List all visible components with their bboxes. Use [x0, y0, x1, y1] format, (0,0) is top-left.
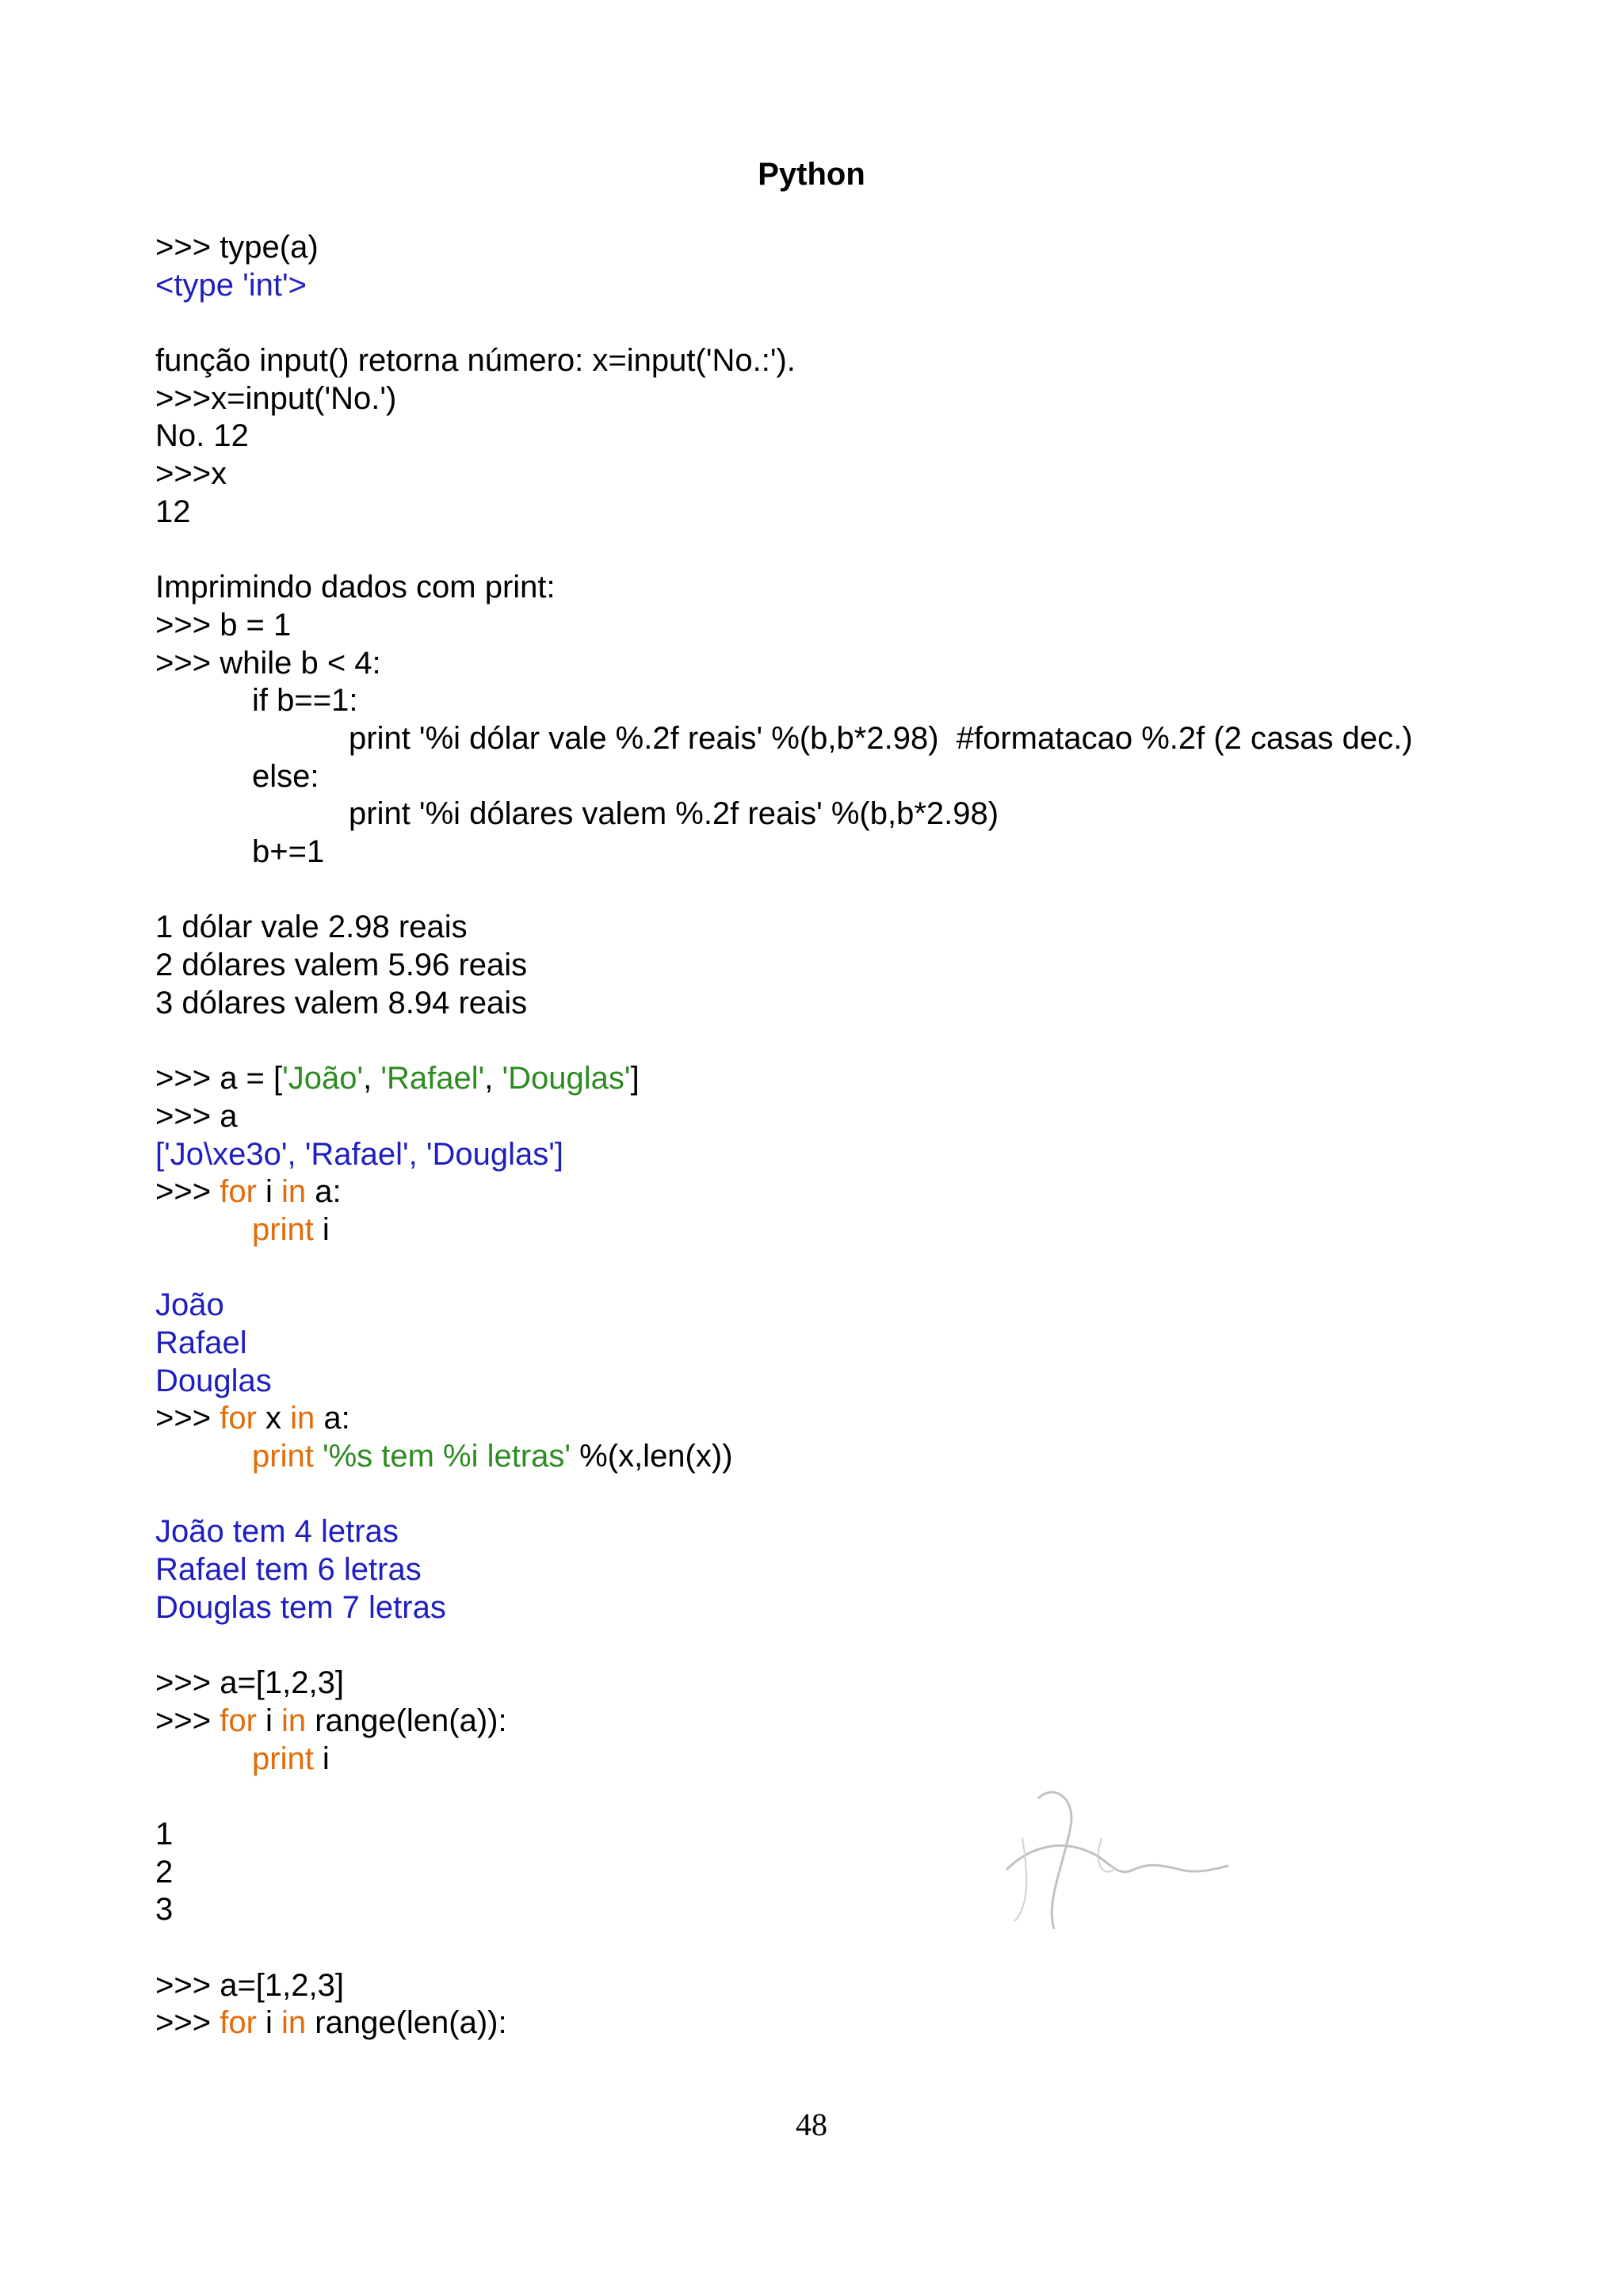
- code-line: print '%i dólar vale %.2f reais' %(b,b*2.98) #formatacao %.2f (2 casas dec.): [349, 720, 1413, 756]
- code-text: ,: [363, 1061, 381, 1097]
- code-line: >>> a=[1,2,3]: [155, 1967, 344, 2003]
- code-text: ]: [630, 1061, 640, 1097]
- code-text: ,: [484, 1061, 502, 1097]
- code-line: [155, 1060, 1582, 1098]
- code-text: range(len(a)):: [306, 2005, 507, 2041]
- code-text: >>>: [155, 1401, 220, 1436]
- code-line: print '%i dólares valem %.2f reais' %(b,b*2.98): [349, 796, 999, 832]
- blank-line: [155, 1476, 1582, 1514]
- keyword: for: [220, 1703, 257, 1738]
- signature-stroke: [1006, 1792, 1228, 1929]
- keyword: for: [220, 2005, 257, 2041]
- code-text: >>>: [155, 1703, 220, 1738]
- output-line: João tem 4 letras: [155, 1514, 399, 1550]
- code-text: a:: [315, 1401, 350, 1436]
- text-line: Imprimindo dados com print:: [155, 570, 556, 605]
- output-line: Douglas tem 7 letras: [155, 1589, 446, 1625]
- code-text: i: [256, 2005, 282, 2041]
- code-line: >>> b = 1: [155, 607, 292, 643]
- blank-line: [155, 1778, 1582, 1816]
- output-line: 3 dólares valem 8.94 reais: [155, 985, 528, 1020]
- code-text: range(len(a)):: [306, 1703, 507, 1738]
- string-literal: '%s tem %i letras': [322, 1439, 571, 1474]
- code-line: >>> while b < 4:: [155, 645, 381, 681]
- code-line: [155, 1211, 1582, 1249]
- keyword: for: [220, 1401, 257, 1436]
- code-line: [155, 1741, 1582, 1779]
- output-line: João: [155, 1287, 224, 1323]
- code-line: [155, 2004, 1582, 2042]
- string-literal: 'Rafael': [380, 1061, 485, 1097]
- keyword: print: [252, 1741, 314, 1776]
- output-line: 2 dólares valem 5.96 reais: [155, 948, 528, 983]
- keyword: in: [281, 1703, 307, 1738]
- code-line: [155, 1438, 1582, 1476]
- output-line: 12: [155, 494, 191, 529]
- string-literal: 'João': [282, 1061, 364, 1097]
- code-text: >>>: [155, 1174, 220, 1210]
- code-text: i: [256, 1174, 282, 1210]
- blank-line: [155, 1627, 1582, 1665]
- code-line: b+=1: [252, 834, 325, 869]
- output-line: Douglas: [155, 1363, 272, 1398]
- output-line: 2: [155, 1854, 174, 1890]
- output-line: Rafael: [155, 1325, 247, 1360]
- output-line: Rafael tem 6 letras: [155, 1552, 422, 1588]
- blank-line: [155, 871, 1582, 910]
- code-text: >>>: [155, 2005, 220, 2041]
- keyword: print: [252, 1211, 314, 1247]
- output-line: 1 dólar vale 2.98 reais: [155, 910, 468, 945]
- code-text: >>> a = [: [155, 1061, 283, 1097]
- output-line: 3: [155, 1892, 174, 1928]
- text-line: função input() retorna número: x=input('No.:').: [155, 343, 796, 379]
- blank-line: [155, 1022, 1582, 1060]
- code-line: >>> a: [155, 1098, 238, 1134]
- blank-line: [155, 532, 1582, 570]
- code-listing: [155, 229, 1582, 2042]
- code-line: [155, 1703, 1582, 1741]
- blank-line: [155, 1249, 1582, 1287]
- code-line: >>>x: [155, 456, 227, 492]
- code-line: [155, 1173, 1582, 1211]
- code-text: a:: [306, 1174, 342, 1210]
- code-text: x: [256, 1401, 291, 1436]
- keyword: in: [281, 2005, 307, 2041]
- keyword: print: [252, 1439, 314, 1474]
- output-line: 1: [155, 1816, 174, 1852]
- signature-watermark: [983, 1751, 1252, 1949]
- code-line: else:: [252, 758, 319, 794]
- page-number: 48: [796, 2107, 827, 2142]
- code-text: [314, 1439, 323, 1474]
- code-line: if b==1:: [252, 683, 358, 719]
- output-line: <type 'int'>: [155, 267, 307, 303]
- output-line: No. 12: [155, 418, 249, 454]
- code-text: i: [313, 1211, 330, 1247]
- code-text: i: [313, 1741, 330, 1776]
- blank-line: [155, 1929, 1582, 1967]
- blank-line: [155, 304, 1582, 342]
- code-text: i: [256, 1703, 282, 1738]
- keyword: in: [290, 1401, 315, 1436]
- code-line: >>>x=input('No.'): [155, 380, 397, 416]
- string-literal: 'Douglas': [502, 1061, 631, 1097]
- keyword: in: [281, 1174, 307, 1210]
- code-line: >>> type(a): [155, 230, 319, 265]
- keyword: for: [220, 1174, 257, 1210]
- code-text: %(x,len(x)): [571, 1439, 733, 1474]
- code-line: [155, 1400, 1582, 1438]
- page-title: Python: [758, 157, 865, 192]
- code-line: >>> a=[1,2,3]: [155, 1665, 344, 1701]
- output-line: ['Jo\xe3o', 'Rafael', 'Douglas']: [155, 1136, 563, 1172]
